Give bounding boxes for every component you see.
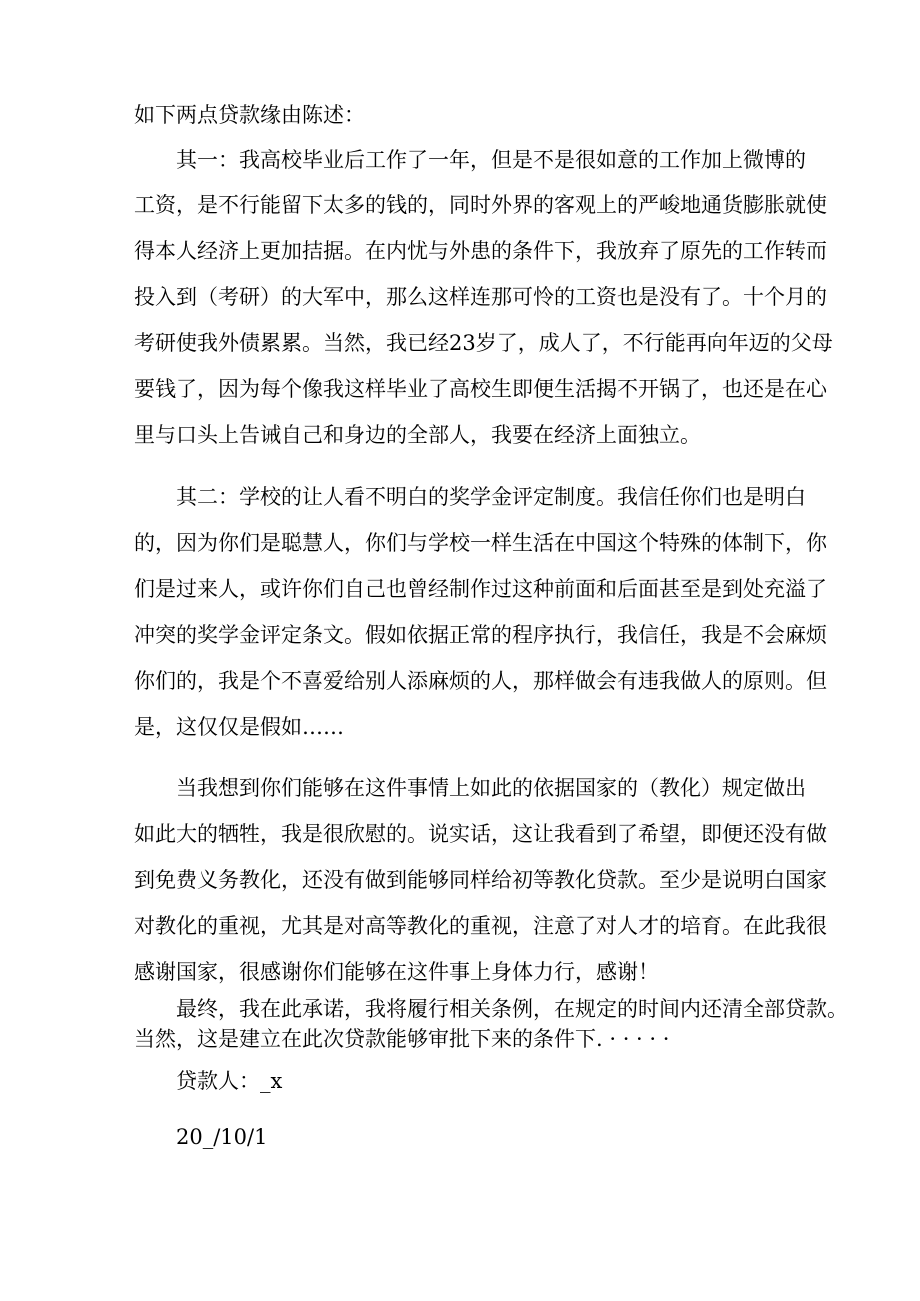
paragraph-3-line: 对教化的重视，尤其是对高等教化的重视，注意了对人才的培育。在此我很 bbox=[134, 914, 827, 938]
paragraph-1-line: 要钱了，因为每个像我这样毕业了高校生即便生活揭不开锅了，也还是在心 bbox=[134, 377, 827, 401]
date-line: 20_/10/1 bbox=[176, 1125, 268, 1149]
paragraph-1-line: 得本人经济上更加拮据。在内忧与外患的条件下，我放弃了原先的工作转而 bbox=[134, 239, 827, 263]
paragraph-2-line: 你们的，我是个不喜爱给别人添麻烦的人，那样做会有违我做人的原则。但 bbox=[134, 669, 827, 693]
paragraph-2-line: 是，这仅仅是假如…… bbox=[134, 715, 344, 739]
paragraph-2-line: 的，因为你们是聪慧人，你们与学校一样生活在中国这个特殊的体制下，你 bbox=[134, 531, 827, 555]
intro-line: 如下两点贷款缘由陈述： bbox=[134, 103, 365, 127]
paragraph-2-line: 冲突的奖学金评定条文。假如依据正常的程序执行，我信任，我是不会麻烦 bbox=[134, 623, 827, 647]
paragraph-3-line: 感谢国家，很感谢你们能够在这件事上身体力行，感谢！ bbox=[134, 960, 659, 984]
paragraph-4-line: 最终，我在此承诺，我将履行相关条例，在规定的时间内还清全部贷款。 bbox=[176, 997, 848, 1021]
paragraph-3-line: 到免费义务教化，还没有做到能够同样给初等教化贷款。至少是说明白国家 bbox=[134, 868, 827, 892]
signature-line: 贷款人：_x bbox=[176, 1069, 283, 1093]
paragraph-1-line: 投入到（考研）的大军中，那么这样连那可怜的工资也是没有了。十个月的 bbox=[134, 285, 827, 309]
paragraph-2-line: 其二：学校的让人看不明白的奖学金评定制度。我信任你们也是明白 bbox=[176, 485, 806, 509]
paragraph-3-line: 当我想到你们能够在这件事情上如此的依据国家的（教化）规定做出 bbox=[176, 776, 806, 800]
paragraph-2-line: 们是过来人，或许你们自己也曾经制作过这种前面和后面甚至是到处充溢了 bbox=[134, 577, 827, 601]
paragraph-1-line: 其一：我高校毕业后工作了一年，但是不是很如意的工作加上微博的 bbox=[176, 148, 806, 172]
paragraph-1-line: 考研使我外债累累。当然，我已经23岁了，成人了，不行能再向年迈的父母 bbox=[134, 331, 833, 355]
paragraph-1-line: 工资，是不行能留下太多的钱的，同时外界的客观上的严峻地通货膨胀就使 bbox=[134, 193, 827, 217]
paragraph-3-line: 如此大的牺牲，我是很欣慰的。说实话，这让我看到了希望，即便还没有做 bbox=[134, 822, 827, 846]
paragraph-1-line: 里与口头上告诫自己和身边的全部人，我要在经济上面独立。 bbox=[134, 423, 701, 447]
paragraph-4-line: 当然，这是建立在此次贷款能够审批下来的条件下. · · · · · bbox=[134, 1027, 670, 1051]
